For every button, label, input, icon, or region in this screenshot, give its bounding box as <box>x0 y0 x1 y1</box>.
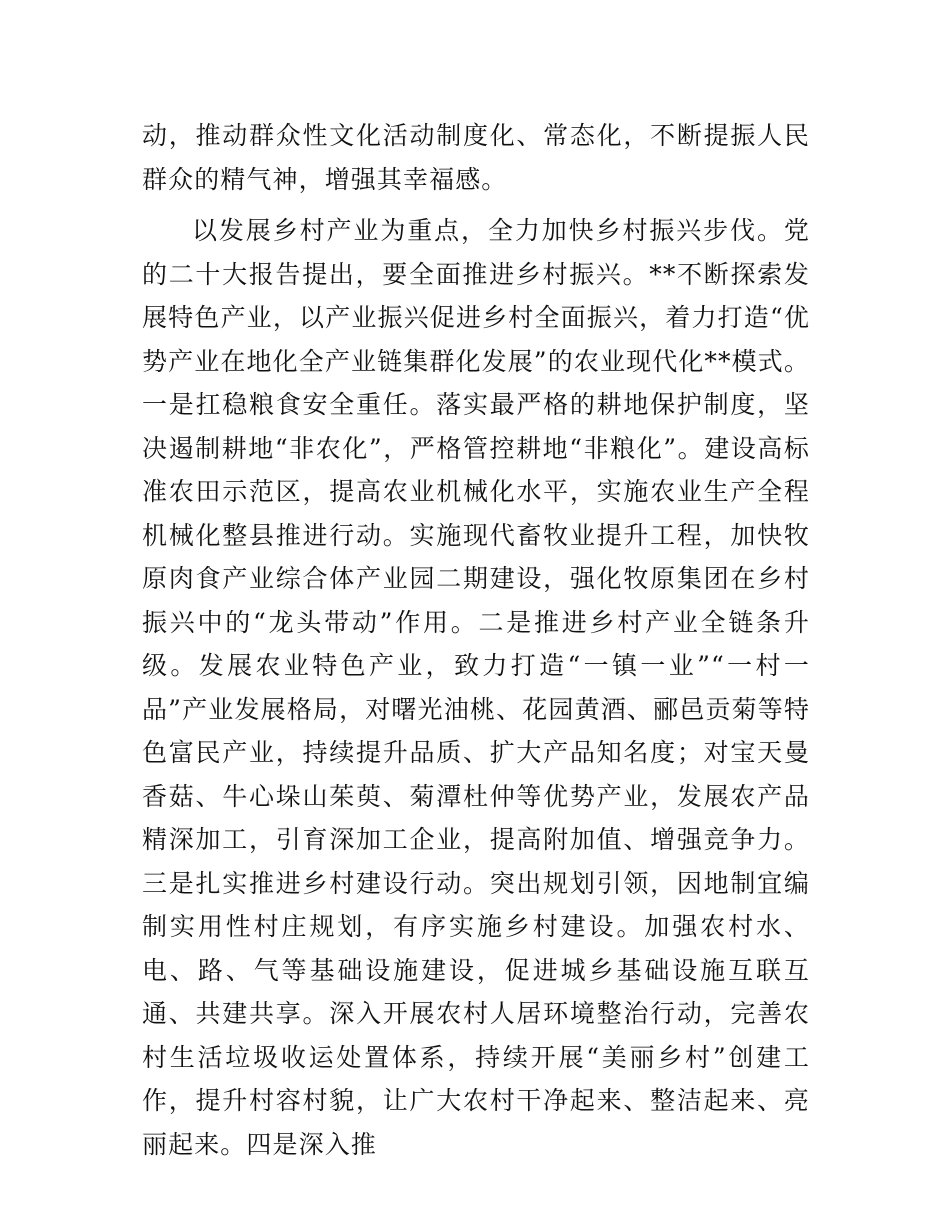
paragraph-continuation: 动，推动群众性文化活动制度化、常态化，不断提振人民群众的精气神，增强其幸福感。 <box>142 121 810 194</box>
paragraph-rural-revitalization: 以发展乡村产业为重点，全力加快乡村振兴步伐。党的二十大报告提出，要全面推进乡村振兴。**不断探索发展特色产业，以产业振兴促进乡村全面振兴，着力打造“优势产业在地化全产业链集群化发展”的农业现代化**模式。一是扛稳粮食安全重任。落实最严格的耕地保护制度，坚决遏制耕地“非农化”，严格管控耕地“非粮化”。建设高标准农田示范区，提高农业机械化水平，实施农业生产全程机械化整县推进行动。实施现代畜牧业提升工程，加快牧原肉食产业综合体产业园二期建设，强化牧原集团在乡村振兴中的“龙头带动”作用。二是推进乡村产业全链条升级。发展农业特色产业，致力打造“一镇一业”“一村一品”产业发展格局，对曙光油桃、花园黄酒、郦邑贡菊等特色富民产业，持续提升品质、扩大产品知名度；对宝天曼香菇、牛心垛山茱萸、菊潭杜仲等优势产业，发展农产品精深加工，引育深加工企业，提高附加值、增强竞争力。三是扎实推进乡村建设行动。突出规划引领，因地制宜编制实用性村庄规划，有序实施乡村建设。加强农村水、电、路、气等基础设施建设，促进城乡基础设施互联互通、共建共享。深入开展农村人居环境整治行动，完善农村生活垃圾收运处置体系，持续开展“美丽乡村”创建工作，提升村容村貌，让广大农村干净起来、整洁起来、亮丽起来。四是深入推 <box>142 216 810 1159</box>
document-body <box>142 114 810 1166</box>
